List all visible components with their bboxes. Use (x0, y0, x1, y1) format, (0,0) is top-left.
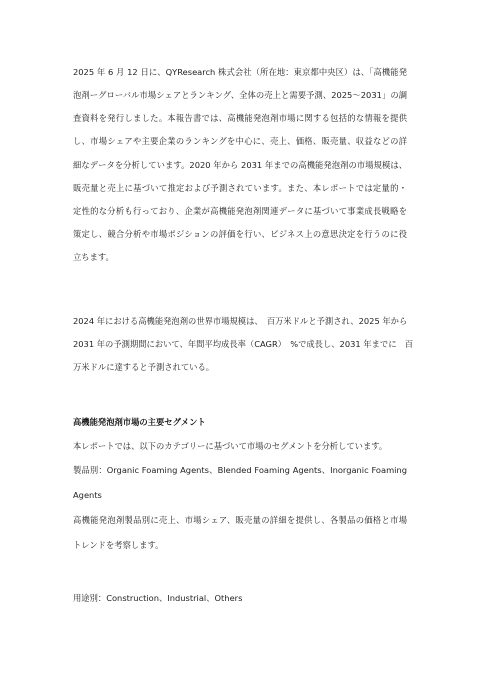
forecast-line-2: 2031 年の予測期間において、年間平均成長率（CAGR） %で成長し、2031 年までに 百 (73, 339, 414, 349)
product-types-line-1: 製品別：Organic Foaming Agents、Blended Foaming Agents、Inorganic Foaming (73, 465, 407, 475)
intro-line-5: 細なデータを分析しています。2020 年から 2031 年までの高機能発泡剤の市場規模は、 (73, 160, 407, 170)
segments-heading: 高機能発泡剤市場の主要セグメント (73, 417, 206, 427)
intro-line-2: 泡剤ーグローバル市場シェアとランキング、全体の売上と需要予測、2025～2031」の調 (73, 90, 407, 100)
product-types-line-2: Agents (73, 490, 102, 500)
forecast-line-3: 万米ドルに達すると予測されている。 (73, 362, 215, 372)
product-detail-line-1: 高機能発泡剤製品別に売上、市場シェア、販売量の詳細を提供し、各製品の価格と市場 (73, 515, 407, 525)
intro-line-7: 定性的な分析も行っており、企業が高機能発泡剤関連データに基づいて事業成長戦略を (73, 206, 407, 216)
intro-line-9: 立ちます。 (73, 252, 114, 262)
application-line: 用途別：Construction、Industrial、Others (73, 593, 243, 603)
intro-line-6: 販売量と売上に基づいて推定および予測されています。また、本レポートでは定量的・ (73, 183, 407, 193)
intro-line-4: し、市場シェアや主要企業のランキングを中心に、売上、価格、販売量、収益などの詳 (73, 136, 407, 146)
product-detail-line-2: トレンドを考察します。 (73, 540, 164, 550)
forecast-line-1: 2024 年における高機能発泡剤の世界市場規模は、 百万米ドルと予測され、2025 年から (73, 316, 408, 326)
intro-line-3: 査資料を発行しました。本報告書では、高機能発泡剤市場に関する包括的な情報を提供 (73, 113, 407, 123)
segments-intro: 本レポートでは、以下のカテゴリーに基づいて市場のセグメントを分析しています。 (73, 441, 388, 451)
intro-line-1: 2025 年 6 月 12 日に、QYResearch 株式会社（所在地：東京都中央区）は、「高機能発 (73, 67, 407, 77)
intro-line-8: 策定し、競合分析や市場ポジションの評価を行い、ビジネス上の意思決定を行うのに役 (73, 229, 407, 239)
